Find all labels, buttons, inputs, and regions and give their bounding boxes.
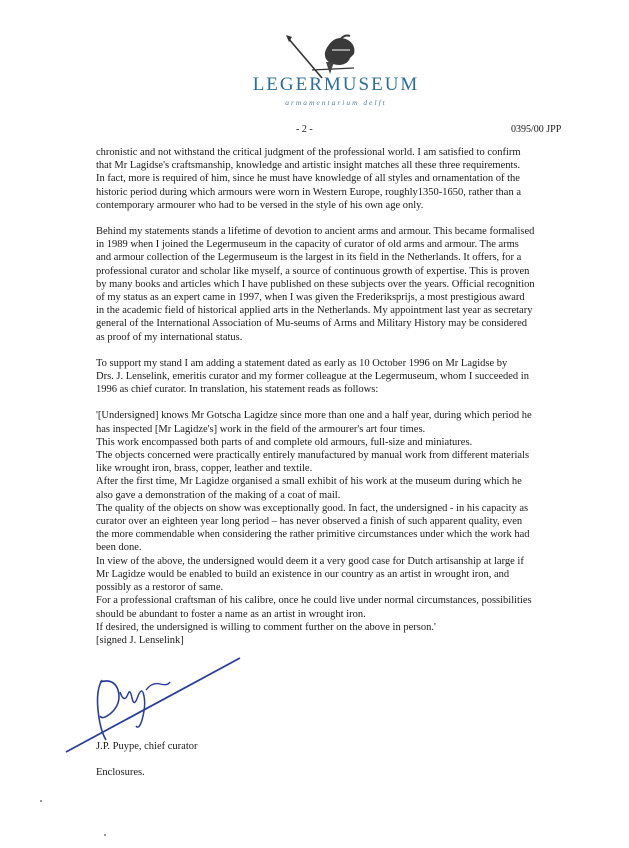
quoted-statement [96, 409, 596, 647]
text-line: as proof of my international status. [96, 331, 243, 343]
enclosures-note: Enclosures. [96, 767, 145, 778]
text-line: The quality of the objects on show was exceptionally good. In fact, the undersigned - in his capacity as [96, 502, 529, 514]
museum-logo-text: LEGERMUSEUM [252, 74, 420, 95]
text-line: chronistic and not withstand the critical judgment of the professional world. I am satisfied to confirm [96, 147, 521, 158]
text-line: has inspected [Mr Lagidze's] work in the field of the armourer's art four times. [96, 423, 426, 435]
text-line: In fact, more is required of him, since he must have knowledge of all styles and ornamentation of the [96, 173, 520, 185]
knight-helmet-icon [282, 32, 362, 80]
page-number: - 2 - [296, 124, 313, 135]
text-line: also gave a demonstration of the making of a coat of mail. [96, 489, 341, 501]
scan-speck [104, 834, 106, 836]
text-line: In view of the above, the undersigned would deem it a very good case for Dutch artisanship at large if [96, 555, 524, 567]
letter-body [96, 146, 596, 647]
text-line: of my status as an expert came in 1997, when I was given the Frederiksprijs, a most prestigious award [96, 292, 525, 304]
text-line: After the first time, Mr Lagidze organised a small exhibit of his work at the museum during which he [96, 476, 522, 488]
scan-speck [40, 800, 42, 802]
paragraph-3 [96, 357, 596, 397]
text-line: should be abundant to foster a name as an artist in wrought iron. [96, 608, 366, 620]
text-line: This work encompassed both parts of and complete old armours, full-size and miniatures. [96, 436, 473, 448]
text-line: like wrought iron, brass, copper, leather and textile. [96, 463, 313, 475]
text-line: To support my stand I am adding a statement dated as early as 10 October 1996 on Mr Lagidse by [96, 357, 508, 369]
text-line: in the academic field of historical applied arts in the Netherlands. My appointment last year as secretary [96, 305, 533, 317]
paragraph-1 [96, 146, 596, 212]
museum-logo-subtitle: armamentarium delft [285, 98, 387, 107]
paragraph-2 [96, 225, 596, 344]
text-line: and armour collection of the Legermuseum is the largest in its field in the Netherlands. It offers, for a [96, 252, 522, 264]
text-line: in 1989 when I joined the Legermuseum in the capacity of curator of old arms and armour. The arms [96, 239, 519, 251]
text-line: by many books and articles which I have published on these subjects over the years. Official recognition [96, 278, 535, 290]
text-line: the more commendable when considering the rather primitive circumstances under which the work had [96, 529, 530, 541]
text-line: Behind my statements stands a lifetime of devotion to ancient arms and armour. This became formalised [96, 226, 535, 238]
text-line: contemporary armourer who had to be versed in the style of his own age only. [96, 199, 424, 211]
text-line: possibly as a restoror of same. [96, 582, 224, 594]
text-line: [signed J. Lenselink] [96, 634, 184, 646]
text-line: If desired, the undersigned is willing to comment further on the above in person.' [96, 621, 436, 633]
text-line: Mr Lagidze would be enabled to build an existence in our country as an artist in wrought iron, and [96, 568, 510, 580]
text-line: been done. [96, 542, 142, 554]
text-line: historic period during which armours were worn in Western Europe, roughly1350-1650, rather than a [96, 186, 521, 198]
text-line: general of the International Association of Mu-seums of Arms and Military History may be considered [96, 318, 527, 330]
text-line: For a professional craftsman of his calibre, once he could live under normal circumstances, possibilities [96, 595, 532, 607]
text-line: curator over an eighteen year long period – has never observed a finish of such apparent quality, even [96, 516, 523, 528]
reference-number: 0395/00 JPP [511, 124, 562, 135]
signatory-name: J.P. Puype, chief curator [96, 741, 198, 752]
text-line: The objects concerned were practically entirely manufactured by manual work from different materials [96, 450, 530, 462]
text-line: 1996 as chief curator. In translation, his statement reads as follows: [96, 384, 379, 396]
text-line: professional curator and scholar like myself, a source of continuous growth of expertise. This is proven [96, 265, 530, 277]
text-line: Drs. J. Lenselink, emeritis curator and my former colleague at the Legermuseum, whom I succeeded in [96, 371, 529, 383]
text-line: that Mr Lagidse's craftsmanship, knowledge and artistic insight matches all these three requirements. [96, 160, 521, 172]
text-line: '[Undersigned] knows Mr Gotscha Lagidze since more than one and a half year, during which period he [96, 410, 532, 422]
